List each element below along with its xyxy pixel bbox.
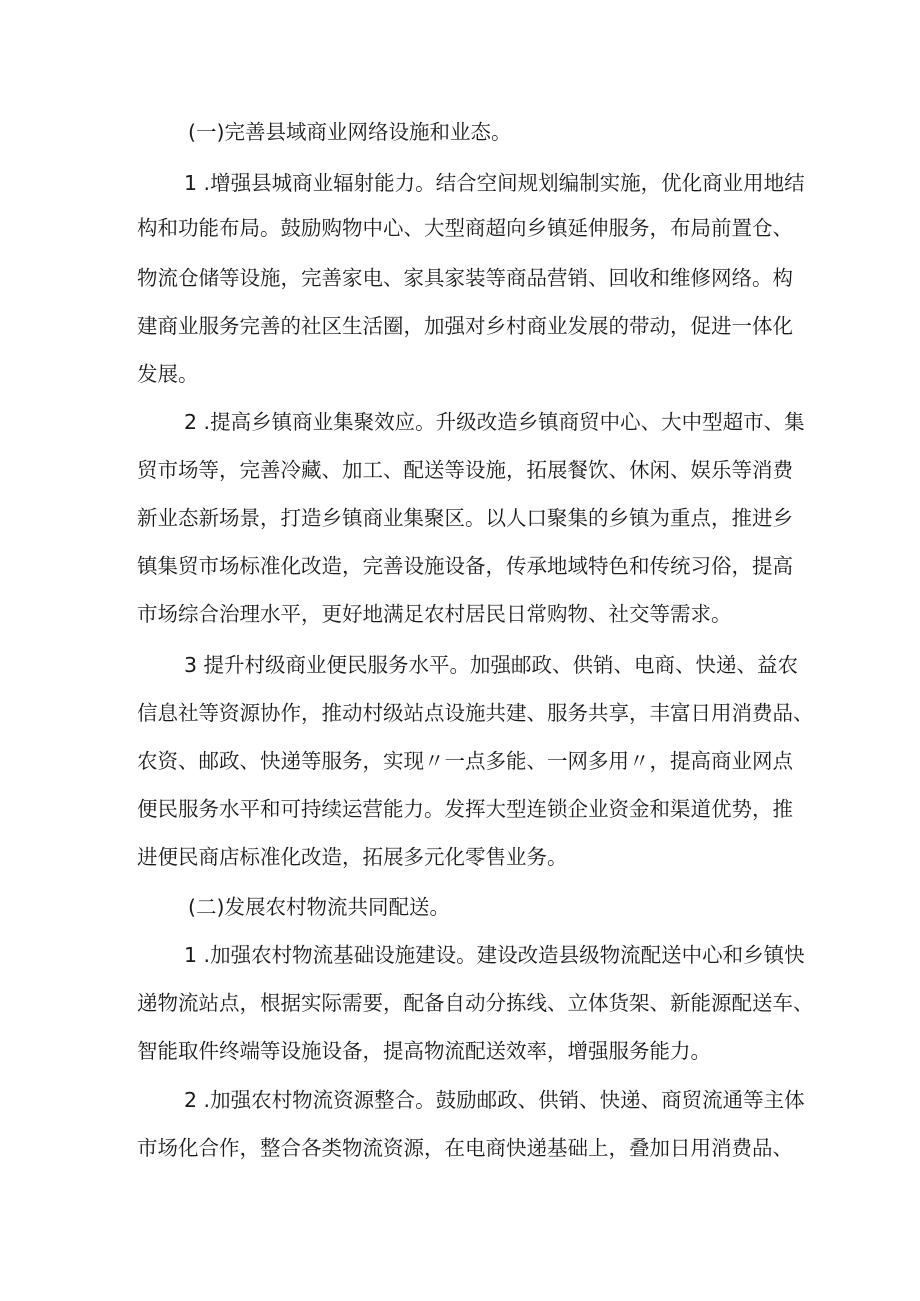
paragraph-line: 发展。 bbox=[137, 362, 199, 386]
paragraph-line: 信息社等资源协作，推动村级站点设施共建、服务共享，丰富日用消费品、 bbox=[137, 701, 814, 725]
paragraph-line: 贸市场等，完善冷藏、加工、配送等设施，拓展餐饮、休闲、娱乐等消费 bbox=[137, 458, 793, 482]
section-heading: (一)完善县域商业网络设施和业态。 bbox=[188, 120, 512, 144]
paragraph-line: 3 提升村级商业便民服务水平。加强邮政、供销、电商、快递、益农 bbox=[184, 653, 799, 677]
paragraph-line: 物流仓储等设施，完善家电、家具家装等商品营销、回收和维修网络。构 bbox=[137, 266, 793, 290]
paragraph-line: 2 .加强农村物流资源整合。鼓励邮政、供销、快递、商贸流通等主体 bbox=[184, 1088, 805, 1112]
paragraph-line: 新业态新场景，打造乡镇商业集聚区。以人口聚集的乡镇为重点，推进乡 bbox=[137, 506, 793, 530]
paragraph-line: 构和功能布局。鼓励购物中心、大型商超向乡镇延伸服务，布局前置仓、 bbox=[137, 216, 793, 240]
paragraph-line: 智能取件终端等设施设备，提高物流配送效率，增强服务能力。 bbox=[137, 1039, 711, 1063]
paragraph-line: 镇集贸市场标准化改造，完善设施设备，传承地域特色和传统习俗，提高 bbox=[137, 554, 793, 578]
paragraph-line: 便民服务水平和可持续运营能力。发挥大型连锁企业资金和渠道优势，推 bbox=[137, 797, 793, 821]
paragraph-line: 递物流站点，根据实际需要，配备自动分拣线、立体货架、新能源配送车、 bbox=[137, 991, 814, 1015]
paragraph-line: 市场综合治理水平，更好地满足农村居民日常购物、社交等需求。 bbox=[137, 602, 732, 626]
paragraph-line: 1 .加强农村物流基础设施建设。建设改造县级物流配送中心和乡镇快 bbox=[184, 943, 805, 967]
paragraph-line: 市场化合作，整合各类物流资源，在电商快递基础上，叠加日用消费品、 bbox=[137, 1136, 793, 1160]
section-heading: (二)发展农村物流共同配送。 bbox=[188, 895, 450, 919]
paragraph-line: 建商业服务完善的社区生活圈，加强对乡村商业发展的带动，促进一体化 bbox=[137, 314, 793, 338]
paragraph-line: 1 .增强县城商业辐射能力。结合空间规划编制实施，优化商业用地结 bbox=[184, 171, 805, 195]
paragraph-line: 农资、邮政、快递等服务，实现〃一点多能、一网多用〃，提高商业网点 bbox=[137, 749, 793, 773]
paragraph-line: 进便民商店标准化改造，拓展多元化零售业务。 bbox=[137, 845, 568, 869]
paragraph-line: 2 .提高乡镇商业集聚效应。升级改造乡镇商贸中心、大中型超市、集 bbox=[184, 410, 805, 434]
